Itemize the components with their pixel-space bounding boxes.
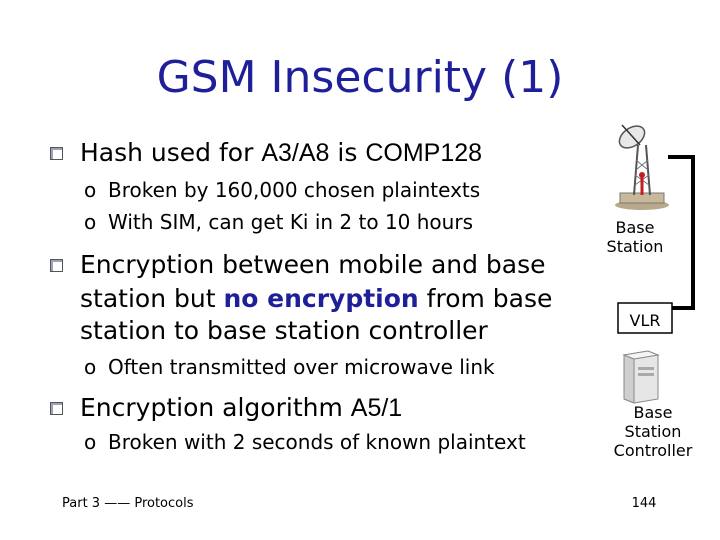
footer: Part 3 —— Protocols: [62, 496, 194, 511]
bullet-2-sub-1: o Often transmitted over microwave link: [84, 355, 495, 379]
controller-server-icon: [624, 351, 658, 403]
bullet-3-sub-1: o Broken with 2 seconds of known plaintext: [84, 430, 526, 454]
bullet-2-line-3: station to base station controller: [80, 316, 488, 345]
bullet-2-line-2: station but no encryption from base: [80, 284, 553, 313]
bullet-3: Encryption algorithm A5/1: [80, 393, 403, 422]
bullet-marker-icon: [50, 147, 63, 160]
bullet-1-sub-2: o With SIM, can get Ki in 2 to 10 hours: [84, 210, 473, 234]
slide-title: GSM Insecurity (1): [156, 52, 564, 103]
bullet-2-line-1: Encryption between mobile and base: [80, 250, 546, 279]
base-station-label: Base Station: [606, 218, 664, 256]
antenna-tower-icon: [615, 122, 669, 210]
bullet-marker-icon: [50, 402, 63, 415]
base-station-controller-label: Base Station Controller: [613, 403, 693, 460]
bullet-1-sub-1: o Broken by 160,000 chosen plaintexts: [84, 178, 481, 202]
highlight-no-encryption: no encryption: [223, 284, 419, 313]
vlr-label: VLR: [629, 311, 661, 330]
page-number: 144: [631, 496, 657, 511]
bullet-marker-icon: [50, 259, 63, 272]
bullet-1: Hash used for A3/A8 is COMP128: [80, 138, 483, 167]
